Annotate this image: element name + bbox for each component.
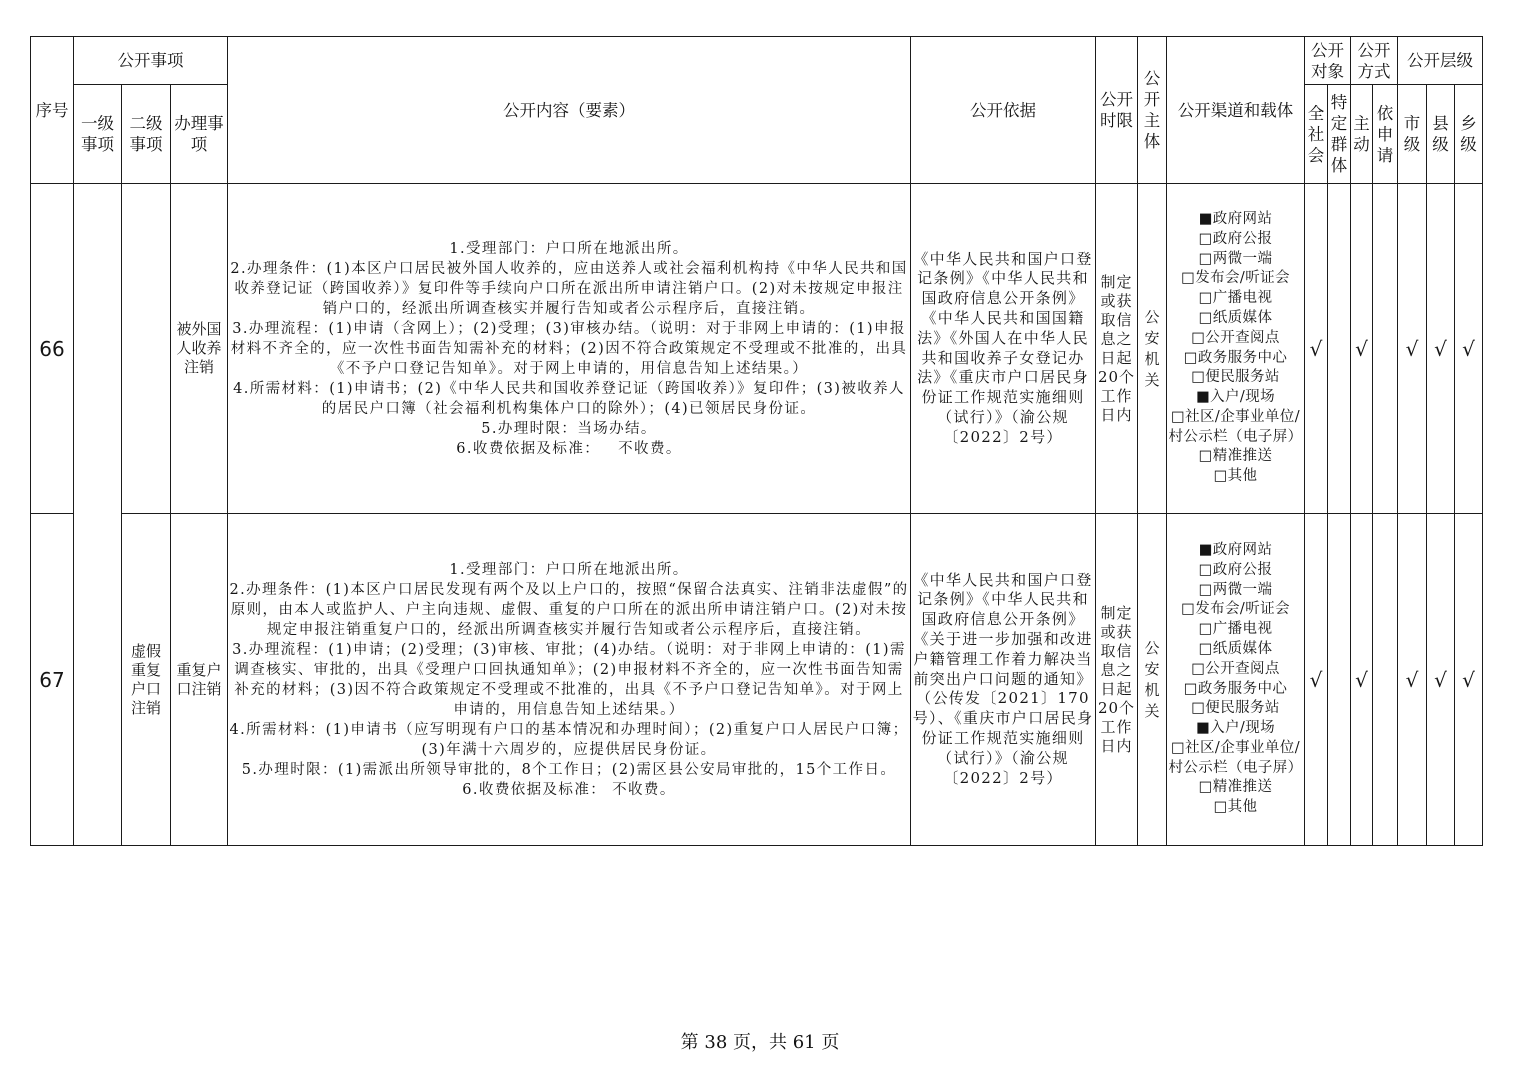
check-level-county: √ xyxy=(1427,184,1455,514)
row-seq: 67 xyxy=(31,514,74,846)
check-target-specific xyxy=(1328,514,1351,846)
row-level2 xyxy=(122,184,171,514)
header-method: 公开方式 xyxy=(1351,37,1398,85)
check-method-request xyxy=(1373,184,1398,514)
disclosure-table xyxy=(30,36,1483,846)
row-handling: 重复户口注销 xyxy=(171,514,228,846)
check-target-all: √ xyxy=(1305,514,1328,846)
channel-item: □广播电视 xyxy=(1198,621,1273,638)
row-basis: 《中华人民共和国户口登记条例》《中华人民共和国政府信息公开条例》《中华人民共和国国籍法》《外国人在中华人民共和国收养子女登记办法》《重庆市户口居民身份证工作规范实施细则（试行）》（渝公规〔2022〕2号） xyxy=(911,184,1096,514)
header-level-county: 县级 xyxy=(1427,85,1455,184)
channel-item: □其他 xyxy=(1213,799,1258,816)
row-handling: 被外国人收养注销 xyxy=(171,184,228,514)
channel-item: □精准推送 xyxy=(1198,448,1273,465)
header-level: 公开层级 xyxy=(1398,37,1483,85)
content-line: 4.所需材料：(1)申请书（应写明现有户口的基本情况和办理时间）；(2)重复户口人居民户口簿；(3)年满十六周岁的，应提供居民身份证。 xyxy=(229,721,909,758)
check-level-city: √ xyxy=(1398,514,1427,846)
check-level-county: √ xyxy=(1427,514,1455,846)
header-target-all: 全社会 xyxy=(1305,85,1328,184)
channel-item: □两微一端 xyxy=(1198,250,1273,267)
channel-item: □政府公报 xyxy=(1198,230,1273,247)
check-level-city: √ xyxy=(1398,184,1427,514)
row-subject: 公安机关 xyxy=(1138,184,1167,514)
row-channels xyxy=(1167,184,1305,514)
header-target: 公开对象 xyxy=(1305,37,1351,85)
header-items: 公开事项 xyxy=(74,37,228,85)
header-row-top xyxy=(31,37,1483,85)
channel-item: □纸质媒体 xyxy=(1198,309,1273,326)
row-content xyxy=(228,184,911,514)
channel-item: □政府公报 xyxy=(1198,561,1273,578)
header-target-specific: 特定群体 xyxy=(1328,85,1351,184)
header-content: 公开内容（要素） xyxy=(228,37,911,184)
content-line: 3.办理流程：(1)申请；(2)受理；(3)审核、审批；(4)办结。（说明：对于非网上申请的：(1)需调查核实、审批的，出具《受理户口回执通知单》；(2)申报材料不齐全的，应一次性书面告知需补充的材料；(3)因不符合政策规定不受理或不批准的，出具《不予户口登记告知单》。对于网上申请的，用信息告知上述结果。） xyxy=(232,641,906,718)
content-line: 3.办理流程：(1)申请（含网上）；(2)受理；(3)审核办结。（说明：对于非网上申请的：(1)申报材料不齐全的，应一次性书面告知需补充的材料；(2)因不符合政策规定不受理或不批准的，出具《不予户口登记告知单》。对于网上申请的，用信息告知上述结果。） xyxy=(230,320,908,377)
row-time-limit: 制定或获取信息之日起20个工作日内 xyxy=(1096,184,1138,514)
content-line: 4.所需材料：(1)申请书；(2)《中华人民共和国收养登记证（跨国收养）》复印件；(3)被收养人的居民户口簿（社会福利机构集体户口的除外）；(4)已领居民身份证。 xyxy=(233,380,905,417)
check-level-township: √ xyxy=(1455,514,1483,846)
channel-item: □政务服务中心 xyxy=(1183,680,1288,697)
header-level-township: 乡级 xyxy=(1455,85,1483,184)
check-target-all: √ xyxy=(1305,184,1328,514)
content-line: 1.受理部门：户口所在地派出所。 xyxy=(449,240,689,257)
check-method-active: √ xyxy=(1351,184,1373,514)
channel-item: □便民服务站 xyxy=(1191,700,1280,717)
row-content xyxy=(228,514,911,846)
row-basis: 《中华人民共和国户口登记条例》《中华人民共和国政府信息公开条例》《关于进一步加强和改进户籍管理工作着力解决当前突出户口问题的通知》（公传发〔2021〕170号）、《重庆市户口居民身份证工作规范实施细则（试行）》（渝公规〔2022〕2号） xyxy=(911,514,1096,846)
header-method-active: 主动 xyxy=(1351,85,1373,184)
channel-item: □公开查阅点 xyxy=(1191,660,1280,677)
header-channels: 公开渠道和载体 xyxy=(1167,37,1305,184)
header-seq: 序号 xyxy=(31,37,74,184)
header-level2: 二级事项 xyxy=(122,85,171,184)
table-row xyxy=(31,184,1483,514)
check-level-township: √ xyxy=(1455,184,1483,514)
check-target-specific xyxy=(1328,184,1351,514)
table-row xyxy=(31,514,1483,846)
channel-item: □精准推送 xyxy=(1198,779,1273,796)
header-time-limit: 公开时限 xyxy=(1096,37,1138,184)
header-level-city: 市级 xyxy=(1398,85,1427,184)
content-line: 5.办理时限：当场办结。 xyxy=(481,420,657,437)
check-method-request xyxy=(1373,514,1398,846)
channel-item: ■入户/现场 xyxy=(1196,720,1276,737)
content-line: 2.办理条件：(1)本区户口居民发现有两个及以上户口的，按照“保留合法真实、注销非法虚假”的原则，由本人或监护人、户主向违规、虚假、重复的户口所在的派出所申请注销户口。(2)对未按规定申报注销重复户口的，经派出所调查核实并履行告知或者公示程序后，直接注销。 xyxy=(229,581,909,638)
header-handling: 办理事项 xyxy=(171,85,228,184)
header-subject: 公开主体 xyxy=(1138,37,1167,184)
page-number: 第 38 页，共 61 页 xyxy=(680,1032,840,1053)
channel-item: □发布会/听证会 xyxy=(1181,601,1290,618)
channel-item: □纸质媒体 xyxy=(1198,640,1273,657)
channel-item: ■入户/现场 xyxy=(1196,389,1276,406)
row-level1 xyxy=(74,184,122,846)
channel-item: □广播电视 xyxy=(1198,290,1273,307)
channel-item: □社区/企事业单位/村公示栏（电子屏） xyxy=(1168,739,1303,776)
channel-item: □政务服务中心 xyxy=(1183,349,1288,366)
channel-item: □其他 xyxy=(1213,468,1258,485)
content-line: 6.收费依据及标准： 不收费。 xyxy=(462,781,676,798)
channel-item: □公开查阅点 xyxy=(1191,329,1280,346)
channel-item: ■政府网站 xyxy=(1198,210,1273,227)
channel-item: □发布会/听证会 xyxy=(1181,270,1290,287)
row-channels xyxy=(1167,514,1305,846)
row-subject: 公安机关 xyxy=(1138,514,1167,846)
check-method-active: √ xyxy=(1351,514,1373,846)
channel-item: □便民服务站 xyxy=(1191,369,1280,386)
content-line: 2.办理条件：(1)本区户口居民被外国人收养的，应由送养人或社会福利机构持《中华人民共和国收养登记证（跨国收养）》复印件等手续向户口所在派出所申请注销户口。(2)对未按规定申报注销户口的，经派出所调查核实并履行告知或者公示程序后，直接注销。 xyxy=(230,260,908,317)
header-basis: 公开依据 xyxy=(911,37,1096,184)
row-seq: 66 xyxy=(31,184,74,514)
row-time-limit: 制定或获取信息之日起20个工作日内 xyxy=(1096,514,1138,846)
channel-item: ■政府网站 xyxy=(1198,541,1273,558)
row-level2: 虚假重复户口注销 xyxy=(122,514,171,846)
content-line: 5.办理时限：(1)需派出所领导审批的，8个工作日；(2)需区县公安局审批的，15个工作日。 xyxy=(241,761,897,778)
header-level1: 一级事项 xyxy=(74,85,122,184)
channel-item: □社区/企事业单位/村公示栏（电子屏） xyxy=(1168,408,1303,445)
content-line: 1.受理部门：户口所在地派出所。 xyxy=(449,561,689,578)
channel-item: □两微一端 xyxy=(1198,581,1273,598)
content-line: 6.收费依据及标准： 不收费。 xyxy=(456,440,682,457)
header-method-request: 依申请 xyxy=(1373,85,1398,184)
